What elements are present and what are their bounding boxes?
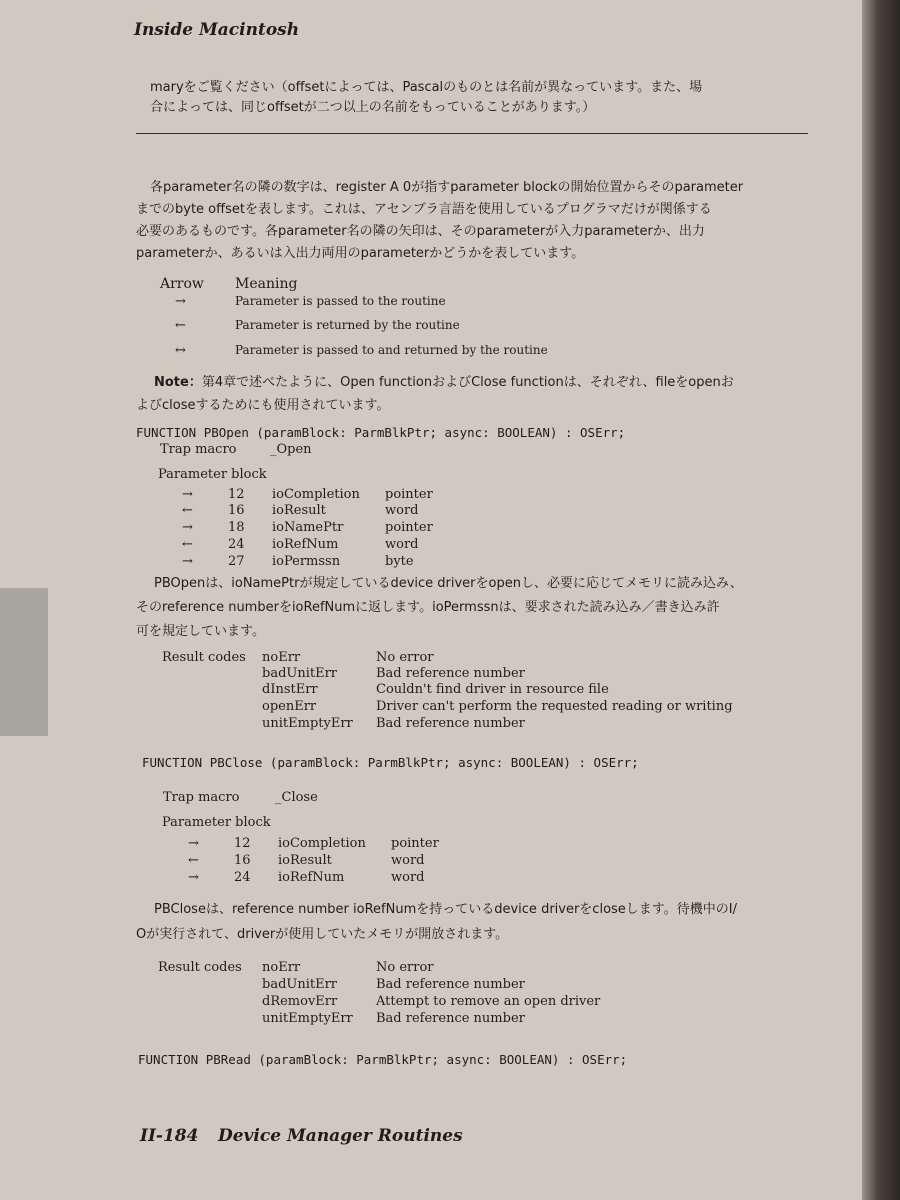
param-arrow: → xyxy=(182,520,193,535)
result-code: openErr xyxy=(262,699,317,714)
arrow-both-symbol: ↔ xyxy=(175,343,186,358)
arrow-meaning-text: Parameter is passed to and returned by the routine xyxy=(235,343,548,357)
param-name: ioResult xyxy=(272,503,326,518)
param-arrow: → xyxy=(188,870,199,885)
page-edge-tab-mark xyxy=(0,588,48,736)
param-arrow: → xyxy=(188,836,199,851)
paragraph1-line: 必要のあるものです。各parameter名の隣の矢印は、そのparameterが入力parameterか、出力 xyxy=(136,224,705,239)
param-name: ioCompletion xyxy=(272,487,360,502)
arrow-table-header-meaning: Meaning xyxy=(235,276,298,292)
note-line-2: よびcloseするためにも使用されています。 xyxy=(136,398,390,413)
paragraph1-line: parameterか、あるいは入出力両用のparameterかどうかを表しています。 xyxy=(136,246,585,261)
result-meaning: Bad reference number xyxy=(376,666,525,681)
param-type: pointer xyxy=(391,836,439,851)
pbopen-trap-label: Trap macro xyxy=(160,442,237,457)
intro-line-1: maryをご覧ください（offsetによっては、Pascalのものとは名前が異なっています。また、場 xyxy=(150,80,703,95)
param-arrow: ← xyxy=(182,503,193,518)
param-offset: 27 xyxy=(228,554,245,569)
result-code: noErr xyxy=(262,650,301,665)
pbclose-description-line: Oが実行されて、driverが使用していたメモリが開放されます。 xyxy=(136,927,509,942)
pbclose-signature: FUNCTION PBClose (paramBlock: ParmBlkPtr; async: BOOLEAN) : OSErr; xyxy=(142,755,639,770)
param-type: word xyxy=(385,503,419,518)
pbopen-description-line: 可を規定しています。 xyxy=(136,624,265,639)
param-offset: 24 xyxy=(234,870,251,885)
param-type: pointer xyxy=(385,520,433,535)
param-type: byte xyxy=(385,554,414,569)
footer-page-number: II-184 xyxy=(140,1126,199,1146)
param-type: pointer xyxy=(385,487,433,502)
pbclose-param-label: Parameter block xyxy=(162,815,271,830)
param-type: word xyxy=(391,870,425,885)
result-meaning: Bad reference number xyxy=(376,1011,525,1026)
book-spine-shadow xyxy=(862,0,900,1200)
note-line-1: 第4章で述べたように、Open functionおよびClose functionは、それぞれ、fileをopenお xyxy=(201,375,734,390)
param-name: ioResult xyxy=(278,853,332,868)
param-offset: 16 xyxy=(234,853,251,868)
footer-section-title: Device Manager Routines xyxy=(218,1126,463,1146)
param-type: word xyxy=(385,537,419,552)
result-code: unitEmptyErr xyxy=(262,716,353,731)
pbopen-result-label: Result codes xyxy=(162,650,246,665)
pbclose-description-line: PBCloseは、reference number ioRefNumを持っているdevice driverをcloseします。待機中のI/ xyxy=(154,902,737,917)
arrow-right-symbol: → xyxy=(175,294,186,309)
param-arrow: → xyxy=(182,554,193,569)
param-offset: 18 xyxy=(228,520,245,535)
note-label: Note： xyxy=(154,375,202,390)
result-code: noErr xyxy=(262,960,301,975)
section-divider xyxy=(136,133,808,134)
pbclose-trap-label: Trap macro xyxy=(163,790,240,805)
param-name: ioNamePtr xyxy=(272,520,344,535)
running-header-title: Inside Macintosh xyxy=(134,20,300,40)
param-offset: 12 xyxy=(234,836,251,851)
param-offset: 24 xyxy=(228,537,245,552)
result-meaning: Couldn't find driver in resource file xyxy=(376,682,609,697)
result-meaning: No error xyxy=(376,960,434,975)
param-name: ioRefNum xyxy=(278,870,345,885)
result-meaning: Bad reference number xyxy=(376,716,525,731)
note-block xyxy=(154,373,734,393)
pbopen-trap-value: _Open xyxy=(270,442,312,457)
param-arrow: ← xyxy=(182,537,193,552)
pbopen-signature: FUNCTION PBOpen (paramBlock: ParmBlkPtr; async: BOOLEAN) : OSErr; xyxy=(136,425,626,440)
paragraph1-line: 各parameter名の隣の数字は、register A 0が指すparameter blockの開始位置からそのparameter xyxy=(150,180,744,195)
pbread-signature: FUNCTION PBRead (paramBlock: ParmBlkPtr; async: BOOLEAN) : OSErr; xyxy=(138,1052,628,1067)
param-type: word xyxy=(391,853,425,868)
arrow-meaning-text: Parameter is returned by the routine xyxy=(235,318,460,332)
param-name: ioCompletion xyxy=(278,836,366,851)
arrow-table-header-arrow: Arrow xyxy=(160,276,204,292)
result-code: badUnitErr xyxy=(262,977,338,992)
result-code: dInstErr xyxy=(262,682,318,697)
result-meaning: Bad reference number xyxy=(376,977,525,992)
param-offset: 12 xyxy=(228,487,245,502)
param-offset: 16 xyxy=(228,503,245,518)
pbclose-result-label: Result codes xyxy=(158,960,242,975)
param-arrow: → xyxy=(182,487,193,502)
intro-line-2: 合によっては、同じoffsetが二つ以上の名前をもっていることがあります。） xyxy=(150,100,596,115)
result-code: unitEmptyErr xyxy=(262,1011,353,1026)
arrow-left-symbol: ← xyxy=(175,318,186,333)
result-code: badUnitErr xyxy=(262,666,338,681)
result-meaning: Attempt to remove an open driver xyxy=(376,994,601,1009)
pbopen-description-line: PBOpenは、ioNamePtrが規定しているdevice driverをopenし、必要に応じてメモリに読み込み、 xyxy=(154,576,743,591)
paragraph1-line: までのbyte offsetを表します。これは、アセンブラ言語を使用しているプログラマだけが関係する xyxy=(136,202,712,217)
param-name: ioPermssn xyxy=(272,554,341,569)
result-meaning: No error xyxy=(376,650,434,665)
result-code: dRemovErr xyxy=(262,994,338,1009)
param-name: ioRefNum xyxy=(272,537,339,552)
pbclose-trap-value: _Close xyxy=(275,790,318,805)
result-meaning: Driver can't perform the requested reading or writing xyxy=(376,699,733,714)
param-arrow: ← xyxy=(188,853,199,868)
pbopen-description-line: そのreference numberをioRefNumに返します。ioPermssnは、要求された読み込み／書き込み許 xyxy=(136,600,720,615)
pbopen-param-label: Parameter block xyxy=(158,467,267,482)
arrow-meaning-text: Parameter is passed to the routine xyxy=(235,294,446,308)
